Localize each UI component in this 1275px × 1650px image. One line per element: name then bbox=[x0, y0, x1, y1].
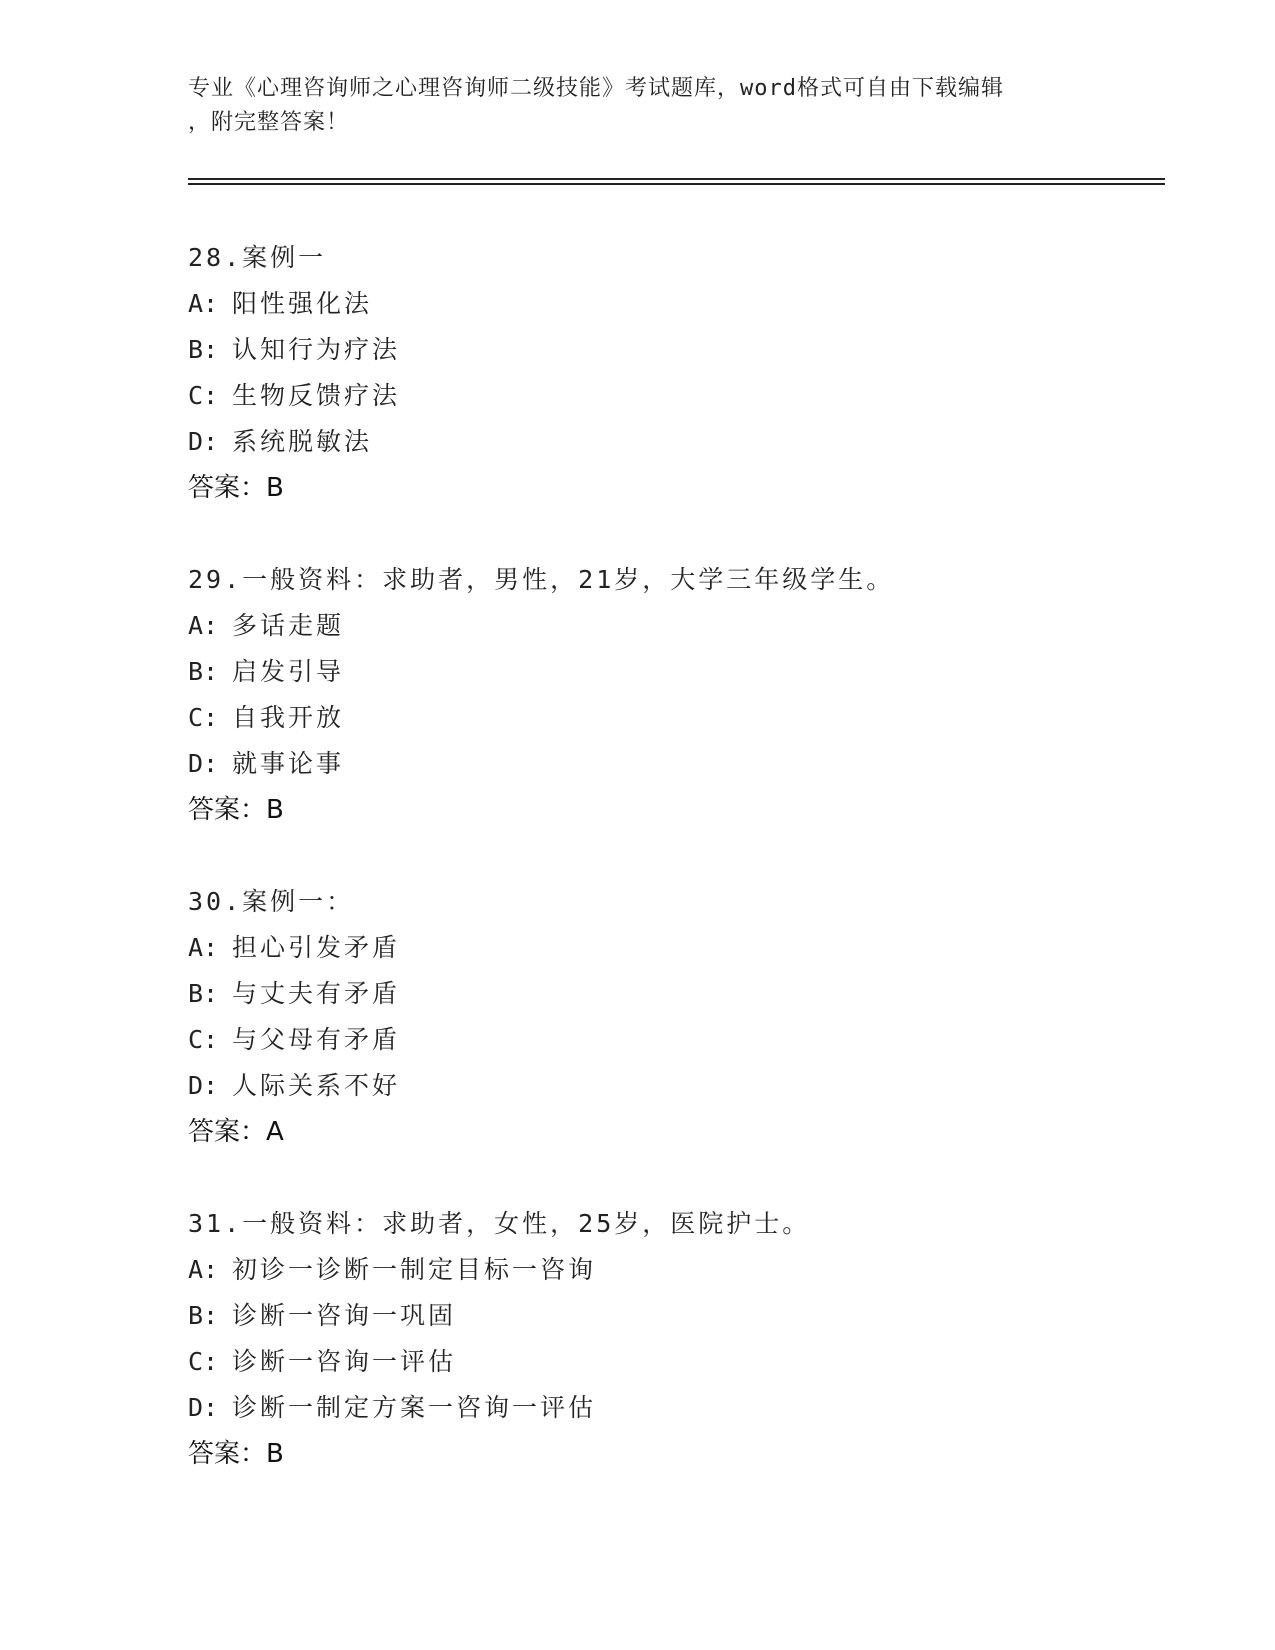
option-letter: B: bbox=[188, 979, 219, 1008]
option-b bbox=[188, 649, 1138, 695]
answer-line: 答案：B bbox=[188, 1439, 284, 1469]
header-divider-bottom bbox=[188, 183, 1165, 185]
answer-line: 答案：B bbox=[188, 473, 284, 503]
option-text: 初诊一诊断一制定目标一咨询 bbox=[232, 1255, 597, 1284]
option-letter: C: bbox=[188, 1025, 219, 1054]
header-divider-top bbox=[188, 178, 1165, 180]
option-letter: D: bbox=[188, 749, 219, 778]
option-letter: C: bbox=[188, 1347, 219, 1376]
header-line-2: ，附完整答案！ bbox=[188, 110, 350, 135]
option-text: 诊断一制定方案一咨询一评估 bbox=[232, 1393, 597, 1422]
document-header bbox=[188, 72, 1088, 140]
option-text: 阳性强化法 bbox=[232, 289, 373, 318]
question-block bbox=[188, 879, 1138, 1155]
option-text: 诊断一咨询一评估 bbox=[232, 1347, 457, 1376]
option-c bbox=[188, 1339, 1138, 1385]
option-a bbox=[188, 603, 1138, 649]
option-text: 诊断一咨询一巩固 bbox=[232, 1301, 457, 1330]
option-text: 就事论事 bbox=[232, 749, 345, 778]
question-stem: 29.一般资料：求助者，男性，21岁，大学三年级学生。 bbox=[188, 565, 895, 594]
option-letter: C: bbox=[188, 703, 219, 732]
option-text: 与丈夫有矛盾 bbox=[232, 979, 401, 1008]
option-c bbox=[188, 695, 1138, 741]
option-text: 生物反馈疗法 bbox=[232, 381, 401, 410]
option-d bbox=[188, 741, 1138, 787]
option-b bbox=[188, 971, 1138, 1017]
option-text: 人际关系不好 bbox=[232, 1071, 401, 1100]
question-stem: 30.案例一： bbox=[188, 887, 355, 916]
option-letter: D: bbox=[188, 1393, 219, 1422]
option-text: 与父母有矛盾 bbox=[232, 1025, 401, 1054]
option-text: 认知行为疗法 bbox=[232, 335, 401, 364]
option-d bbox=[188, 419, 1138, 465]
option-letter: A: bbox=[188, 933, 219, 962]
option-letter: A: bbox=[188, 1255, 219, 1284]
option-text: 担心引发矛盾 bbox=[232, 933, 401, 962]
option-letter: B: bbox=[188, 335, 219, 364]
option-letter: A: bbox=[188, 289, 219, 318]
option-letter: D: bbox=[188, 1071, 219, 1100]
option-text: 多话走题 bbox=[232, 611, 345, 640]
answer-line: 答案：B bbox=[188, 795, 284, 825]
question-block bbox=[188, 557, 1138, 833]
header-line-1: 专业《心理咨询师之心理咨询师二级技能》考试题库，word格式可自由下载编辑 bbox=[188, 76, 1004, 101]
option-d bbox=[188, 1385, 1138, 1431]
option-text: 系统脱敏法 bbox=[232, 427, 373, 456]
question-stem: 31.一般资料：求助者，女性，25岁，医院护士。 bbox=[188, 1209, 811, 1238]
question-block bbox=[188, 1201, 1138, 1477]
option-letter: B: bbox=[188, 657, 219, 686]
option-text: 自我开放 bbox=[232, 703, 345, 732]
option-letter: A: bbox=[188, 611, 219, 640]
option-c bbox=[188, 1017, 1138, 1063]
option-c bbox=[188, 373, 1138, 419]
option-a bbox=[188, 1247, 1138, 1293]
option-d bbox=[188, 1063, 1138, 1109]
option-letter: B: bbox=[188, 1301, 219, 1330]
option-text: 启发引导 bbox=[232, 657, 345, 686]
option-a bbox=[188, 925, 1138, 971]
option-letter: C: bbox=[188, 381, 219, 410]
question-block bbox=[188, 235, 1138, 511]
option-a bbox=[188, 281, 1138, 327]
option-letter: D: bbox=[188, 427, 219, 456]
option-b bbox=[188, 1293, 1138, 1339]
answer-line: 答案：A bbox=[188, 1117, 284, 1147]
question-stem: 28.案例一 bbox=[188, 243, 327, 272]
option-b bbox=[188, 327, 1138, 373]
